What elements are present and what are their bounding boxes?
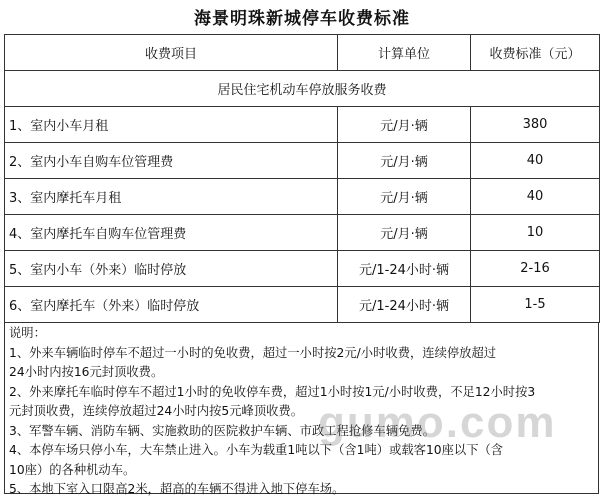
table-row: [5, 251, 600, 287]
row-price: 1-5: [471, 287, 600, 323]
row-price: 2-16: [471, 251, 600, 287]
table-row: [5, 215, 600, 251]
row-item: 2、室内小车自购车位管理费: [5, 143, 338, 179]
section-row: [5, 71, 600, 107]
note-line: 3、军警车辆、消防车辆、实施救助的医院救护车辆、市政工程抢修车辆免费。: [9, 423, 435, 438]
row-item: 5、室内小车（外来）临时停放: [5, 251, 338, 287]
row-price: 380: [471, 107, 600, 143]
row-unit: 元/月·辆: [338, 179, 471, 215]
row-unit: 元/1-24小时·辆: [338, 251, 471, 287]
page-title: 海景明珠新城停车收费标准: [194, 9, 410, 29]
row-price: 10: [471, 215, 600, 251]
header-unit: 计算单位: [338, 35, 471, 71]
note-line: 1、外来车辆临时停车不超过一小时的免收费，超过一小时按2元/小时收费，连续停放超过: [9, 345, 497, 360]
row-item: 6、室内摩托车（外来）临时停放: [5, 287, 338, 323]
note-line: 10座）的各种机动车。: [9, 462, 136, 477]
fee-table: [4, 34, 600, 323]
table-header-row: [5, 35, 600, 71]
row-unit: 元/1-24小时·辆: [338, 287, 471, 323]
table-row: [5, 107, 600, 143]
notes-heading: 说明：: [9, 326, 46, 340]
section-title: 居民住宅机动车停放服务收费: [5, 71, 600, 107]
row-unit: 元/月·辆: [338, 215, 471, 251]
row-unit: 元/月·辆: [338, 143, 471, 179]
table-row: [5, 287, 600, 323]
note-line: 24小时内按16元封顶收费。: [9, 365, 164, 379]
row-price: 40: [471, 179, 600, 215]
row-item: 1、室内小车月租: [5, 107, 338, 143]
table-row: [5, 179, 600, 215]
header-item: 收费项目: [5, 35, 338, 71]
header-price: 收费标准（元）: [471, 35, 600, 71]
watermark: gumo.com: [318, 398, 557, 447]
note-line: 元封顶收费，连续停放超过24小时内按5元峰顶收费。: [9, 404, 304, 418]
table-row: [5, 143, 600, 179]
note-line: 5、本地下室入口限高2米，超高的车辆不得进入地下停车场。: [9, 482, 345, 496]
row-item: 4、室内摩托车自购车位管理费: [5, 215, 338, 251]
note-line: 2、外来摩托车临时停车不超过1小时的免收停车费，超过1小时按1元/小时收费，不足12小时按3: [9, 384, 536, 399]
row-unit: 元/月·辆: [338, 107, 471, 143]
notes-section: [4, 322, 599, 494]
note-line: 4、本停车场只停小车，大车禁止进入。小车为载重1吨以下（含1吨）或载客10座以下（含: [9, 443, 504, 457]
row-price: 40: [471, 143, 600, 179]
row-item: 3、室内摩托车月租: [5, 179, 338, 215]
